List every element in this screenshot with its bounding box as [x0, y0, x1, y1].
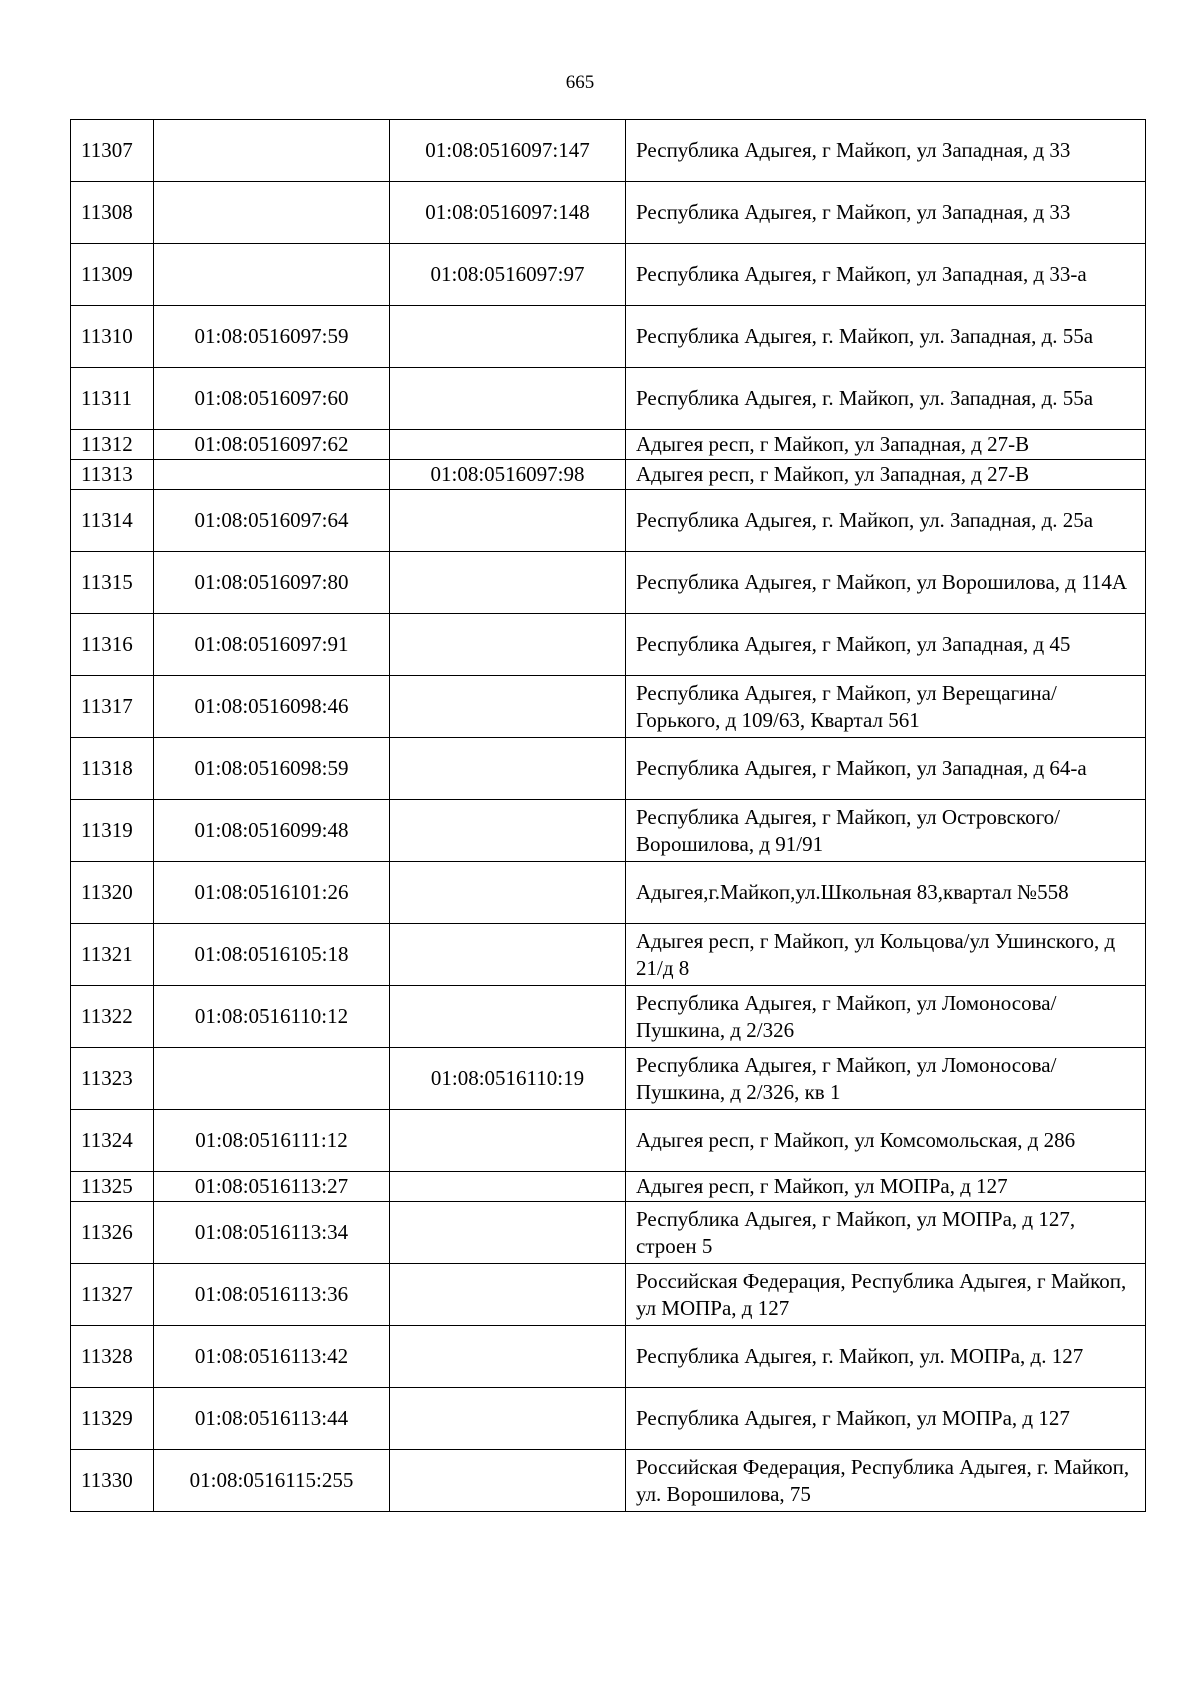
- cadastral-number-cell: 01:08:0516097:59: [154, 306, 390, 368]
- cadastral-number-cell: [390, 1172, 626, 1202]
- row-number: 11315: [71, 552, 154, 614]
- address-cell: Республика Адыгея, г Майкоп, ул Западная, д 33: [626, 120, 1146, 182]
- cadastral-number-cell: 01:08:0516115:255: [154, 1450, 390, 1512]
- table-row: [71, 800, 1146, 862]
- cadastral-number-cell: 01:08:0516097:97: [390, 244, 626, 306]
- cadastral-number-cell: 01:08:0516110:12: [154, 986, 390, 1048]
- address-cell: Адыгея респ, г Майкоп, ул Западная, д 27-В: [626, 460, 1146, 490]
- cadastral-number-cell: [390, 986, 626, 1048]
- cadastral-number-cell: [390, 1450, 626, 1512]
- cadastral-number-cell: 01:08:0516098:46: [154, 676, 390, 738]
- cadastral-number-cell: [390, 430, 626, 460]
- cadastral-number-cell: 01:08:0516097:147: [390, 120, 626, 182]
- table-row: [71, 676, 1146, 738]
- table-row: [71, 1048, 1146, 1110]
- cadastral-number-cell: 01:08:0516113:36: [154, 1264, 390, 1326]
- address-cell: Республика Адыгея, г. Майкоп, ул. Западная, д. 55а: [626, 368, 1146, 430]
- cadastral-number-cell: 01:08:0516113:44: [154, 1388, 390, 1450]
- table-row: [71, 1326, 1146, 1388]
- address-cell: Адыгея респ, г Майкоп, ул Комсомольская, д 286: [626, 1110, 1146, 1172]
- cadastral-number-cell: [390, 1110, 626, 1172]
- address-cell: Адыгея респ, г Майкоп, ул Кольцова/ул Ушинского, д 21/д 8: [626, 924, 1146, 986]
- table-row: [71, 924, 1146, 986]
- row-number: 11330: [71, 1450, 154, 1512]
- row-number: 11325: [71, 1172, 154, 1202]
- row-number: 11310: [71, 306, 154, 368]
- registry-table: [70, 119, 1146, 1512]
- table-row: [71, 120, 1146, 182]
- address-cell: Республика Адыгея, г. Майкоп, ул. Западная, д. 25а: [626, 490, 1146, 552]
- cadastral-number-cell: 01:08:0516110:19: [390, 1048, 626, 1110]
- cadastral-number-cell: [390, 490, 626, 552]
- cadastral-number-cell: 01:08:0516097:148: [390, 182, 626, 244]
- address-cell: Республика Адыгея, г Майкоп, ул Островского/Ворошилова, д 91/91: [626, 800, 1146, 862]
- row-number: 11317: [71, 676, 154, 738]
- table-row: [71, 1110, 1146, 1172]
- table-row: [71, 614, 1146, 676]
- cadastral-number-cell: 01:08:0516097:80: [154, 552, 390, 614]
- row-number: 11323: [71, 1048, 154, 1110]
- address-cell: Республика Адыгея, г. Майкоп, ул. Западная, д. 55а: [626, 306, 1146, 368]
- table-row: [71, 1264, 1146, 1326]
- cadastral-number-cell: 01:08:0516101:26: [154, 862, 390, 924]
- cadastral-number-cell: 01:08:0516097:62: [154, 430, 390, 460]
- table-row: [71, 862, 1146, 924]
- table-row: [71, 738, 1146, 800]
- cadastral-number-cell: [390, 1202, 626, 1264]
- table-row: [71, 306, 1146, 368]
- row-number: 11324: [71, 1110, 154, 1172]
- cadastral-number-cell: 01:08:0516113:34: [154, 1202, 390, 1264]
- address-cell: Российская Федерация, Республика Адыгея, г. Майкоп, ул. Ворошилова, 75: [626, 1450, 1146, 1512]
- address-cell: Республика Адыгея, г Майкоп, ул Западная, д 64-а: [626, 738, 1146, 800]
- address-cell: Республика Адыгея, г Майкоп, ул Западная, д 45: [626, 614, 1146, 676]
- row-number: 11307: [71, 120, 154, 182]
- cadastral-number-cell: [390, 368, 626, 430]
- cadastral-number-cell: [390, 862, 626, 924]
- cadastral-number-cell: [390, 1264, 626, 1326]
- address-cell: Республика Адыгея, г Майкоп, ул МОПРа, д 127: [626, 1388, 1146, 1450]
- table-row: [71, 244, 1146, 306]
- cadastral-number-cell: [390, 552, 626, 614]
- cadastral-number-cell: [154, 120, 390, 182]
- row-number: 11318: [71, 738, 154, 800]
- table-row: [71, 460, 1146, 490]
- row-number: 11308: [71, 182, 154, 244]
- table-row: [71, 368, 1146, 430]
- registry-table-body: [71, 120, 1146, 1512]
- table-row: [71, 552, 1146, 614]
- table-row: [71, 430, 1146, 460]
- cadastral-number-cell: [390, 676, 626, 738]
- cadastral-number-cell: [390, 306, 626, 368]
- cadastral-number-cell: 01:08:0516097:91: [154, 614, 390, 676]
- row-number: 11320: [71, 862, 154, 924]
- row-number: 11329: [71, 1388, 154, 1450]
- table-row: [71, 1450, 1146, 1512]
- address-cell: Республика Адыгея, г Майкоп, ул Западная, д 33: [626, 182, 1146, 244]
- address-cell: Республика Адыгея, г Майкоп, ул Западная, д 33-а: [626, 244, 1146, 306]
- cadastral-number-cell: [390, 924, 626, 986]
- address-cell: Российская Федерация, Республика Адыгея, г Майкоп, ул МОПРа, д 127: [626, 1264, 1146, 1326]
- table-row: [71, 1172, 1146, 1202]
- address-cell: Республика Адыгея, г Майкоп, ул Ворошилова, д 114А: [626, 552, 1146, 614]
- address-cell: Республика Адыгея, г Майкоп, ул Ломоносова/Пушкина, д 2/326: [626, 986, 1146, 1048]
- cadastral-number-cell: [154, 1048, 390, 1110]
- row-number: 11316: [71, 614, 154, 676]
- page-number: 665: [565, 72, 595, 93]
- cadastral-number-cell: [154, 244, 390, 306]
- cadastral-number-cell: 01:08:0516113:27: [154, 1172, 390, 1202]
- row-number: 11313: [71, 460, 154, 490]
- address-cell: Адыгея респ, г Майкоп, ул МОПРа, д 127: [626, 1172, 1146, 1202]
- cadastral-number-cell: 01:08:0516111:12: [154, 1110, 390, 1172]
- cadastral-number-cell: 01:08:0516105:18: [154, 924, 390, 986]
- cadastral-number-cell: 01:08:0516098:59: [154, 738, 390, 800]
- address-cell: Республика Адыгея, г. Майкоп, ул. МОПРа, д. 127: [626, 1326, 1146, 1388]
- cadastral-number-cell: [154, 182, 390, 244]
- row-number: 11327: [71, 1264, 154, 1326]
- table-row: [71, 986, 1146, 1048]
- address-cell: Адыгея респ, г Майкоп, ул Западная, д 27-В: [626, 430, 1146, 460]
- cadastral-number-cell: 01:08:0516099:48: [154, 800, 390, 862]
- row-number: 11326: [71, 1202, 154, 1264]
- row-number: 11311: [71, 368, 154, 430]
- row-number: 11314: [71, 490, 154, 552]
- cadastral-number-cell: 01:08:0516113:42: [154, 1326, 390, 1388]
- address-cell: Республика Адыгея, г Майкоп, ул Верещагина/Горького, д 109/63, Квартал 561: [626, 676, 1146, 738]
- row-number: 11328: [71, 1326, 154, 1388]
- address-cell: Республика Адыгея, г Майкоп, ул МОПРа, д 127, строен 5: [626, 1202, 1146, 1264]
- row-number: 11309: [71, 244, 154, 306]
- address-cell: Адыгея,г.Майкоп,ул.Школьная 83,квартал №558: [626, 862, 1146, 924]
- cadastral-number-cell: 01:08:0516097:60: [154, 368, 390, 430]
- table-row: [71, 490, 1146, 552]
- cadastral-number-cell: 01:08:0516097:64: [154, 490, 390, 552]
- cadastral-number-cell: [390, 738, 626, 800]
- cadastral-number-cell: 01:08:0516097:98: [390, 460, 626, 490]
- row-number: 11312: [71, 430, 154, 460]
- cadastral-number-cell: [154, 460, 390, 490]
- cadastral-number-cell: [390, 1326, 626, 1388]
- row-number: 11322: [71, 986, 154, 1048]
- table-row: [71, 1202, 1146, 1264]
- cadastral-number-cell: [390, 800, 626, 862]
- cadastral-number-cell: [390, 1388, 626, 1450]
- cadastral-number-cell: [390, 614, 626, 676]
- table-row: [71, 182, 1146, 244]
- address-cell: Республика Адыгея, г Майкоп, ул Ломоносова/Пушкина, д 2/326, кв 1: [626, 1048, 1146, 1110]
- table-row: [71, 1388, 1146, 1450]
- row-number: 11319: [71, 800, 154, 862]
- row-number: 11321: [71, 924, 154, 986]
